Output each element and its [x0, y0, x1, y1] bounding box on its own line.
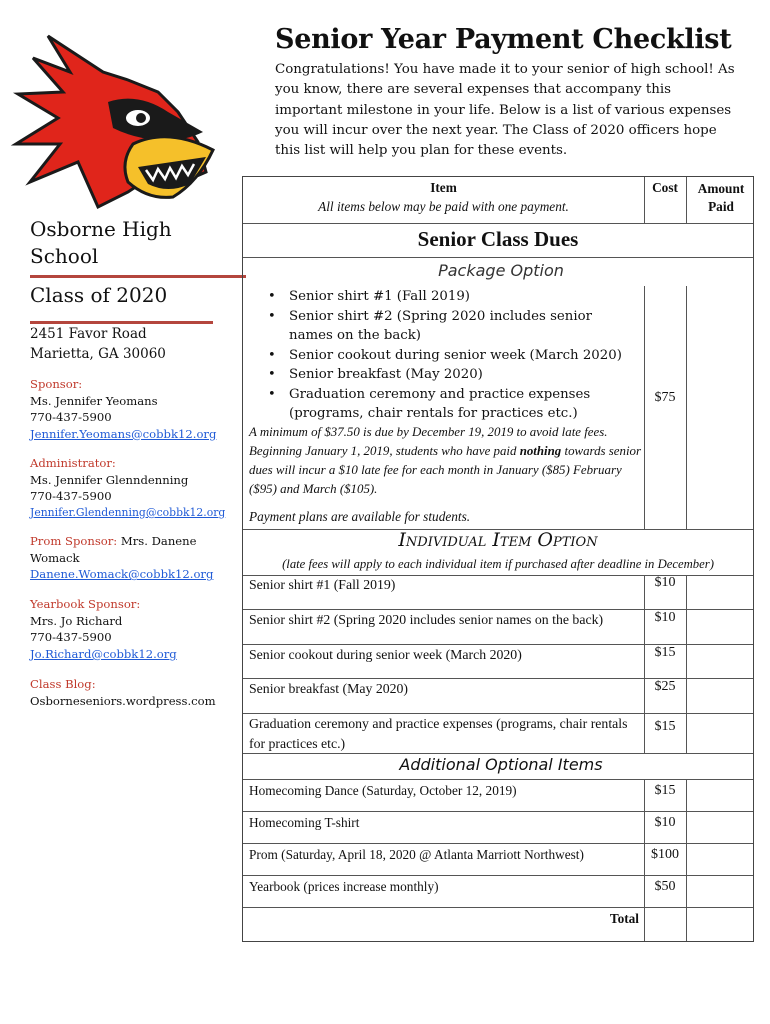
late-fee-note-part: towards senior dues will incur a $10 late fee for each month in January ($85) February ($95) and March ($105). — [249, 444, 642, 496]
contact-name: Ms. Jennifer Glenndenning — [30, 472, 189, 487]
individual-late-note: (late fees will apply to each individual item if purchased after deadline in December) — [282, 557, 714, 571]
contact-name: Ms. Jennifer Yeomans — [30, 393, 158, 408]
package-item: • Senior breakfast (May 2020) — [243, 365, 638, 385]
contact-class-blog — [30, 676, 220, 709]
individual-item-price: $10 — [654, 610, 676, 625]
contact-label: Sponsor: — [30, 377, 83, 391]
contact-label: Yearbook Sponsor: — [30, 597, 141, 611]
additional-item-name: Homecoming Dance (Saturday, October 12, 2019) — [249, 783, 517, 798]
col-divider — [686, 286, 687, 529]
package-item: • Senior shirt #2 (Spring 2020 includes senior names on the back) — [243, 307, 638, 346]
row-divider — [243, 811, 753, 812]
row-divider — [243, 779, 753, 780]
contact-phone: 770-437-5900 — [30, 630, 112, 645]
divider-red — [30, 321, 213, 324]
individual-item-price: $10 — [654, 575, 676, 590]
contact-phone: 770-437-5900 — [30, 410, 112, 425]
row-divider — [243, 843, 753, 844]
row-divider — [243, 257, 753, 258]
contact-email-link[interactable]: Danene.Womack@cobbk12.org — [30, 567, 214, 582]
individual-item-name: Senior shirt #1 (Fall 2019) — [249, 577, 396, 592]
col-divider — [644, 286, 645, 529]
payment-plans-note: Payment plans are available for students. — [249, 509, 471, 524]
contact-prom-sponsor — [30, 533, 214, 583]
contact-email-link[interactable]: Jennifer.Glendenning@cobbk12.org — [30, 505, 226, 519]
contact-email-link[interactable]: Jo.Richard@cobbk12.org — [30, 646, 177, 661]
contact-yearbook-sponsor — [30, 596, 220, 662]
contact-email-link[interactable]: Jennifer.Yeomans@cobbk12.org — [30, 426, 217, 441]
total-label: Total — [609, 911, 639, 926]
intro-paragraph: Congratulations! You have made it to your senior of high school! As you know, there are several expenses that accompany this important milestone in your life. Below is a list of various expenses you will incur over the next year. The Class of 2020 officers hope this list will help you plan for these events. — [275, 62, 735, 159]
senior-class-dues-title: Senior Class Dues — [417, 227, 579, 251]
header-cost: Cost — [652, 180, 678, 195]
contact-sponsor — [30, 376, 220, 442]
row-divider — [243, 223, 753, 224]
additional-item-name: Prom (Saturday, April 18, 2020 @ Atlanta Marriott Northwest) — [249, 847, 584, 862]
additional-item-price: $10 — [654, 815, 676, 830]
late-fee-note-emphasis: nothing — [519, 444, 562, 458]
contact-phone: 770-437-5900 — [30, 489, 112, 504]
additional-item-name: Yearbook (prices increase monthly) — [249, 879, 439, 894]
contact-administrator — [30, 455, 226, 521]
individual-item-price: $25 — [654, 679, 676, 694]
individual-item-price: $15 — [654, 645, 676, 660]
address-line: 2451 Favor Road — [30, 326, 147, 342]
row-divider — [243, 875, 753, 876]
page-title: Senior Year Payment Checklist — [275, 24, 732, 55]
package-price: $75 — [654, 390, 676, 405]
late-fee-note-part: A minimum of $37.50 is due by December 19, 2019 to avoid late fees. Beginning January 1, 2019, students who have paid — [249, 425, 608, 458]
col-divider — [686, 177, 687, 223]
package-option-label: Package Option — [438, 261, 564, 280]
contact-label: Class Blog: — [30, 677, 96, 691]
additional-item-price: $100 — [651, 847, 679, 862]
package-item: • Senior shirt #1 (Fall 2019) — [243, 287, 638, 307]
school-address — [30, 325, 166, 364]
additional-items-label: Additional Optional Items — [399, 755, 603, 774]
cardinal-logo — [8, 32, 223, 222]
package-item: • Senior cookout during senior week (March 2020) — [243, 346, 638, 366]
individual-item-name: Senior cookout during senior week (March 2020) — [249, 647, 522, 662]
school-name: Osborne High School — [30, 217, 172, 268]
divider-red — [30, 275, 246, 278]
contact-name: Mrs. Jo Richard — [30, 613, 123, 628]
individual-option-label: Individual Item Option — [398, 529, 598, 551]
header-item: Item — [430, 180, 457, 195]
individual-item-price: $15 — [654, 719, 676, 734]
address-line: Marietta, GA 30060 — [30, 345, 166, 362]
header-amount-paid: Amount Paid — [697, 181, 745, 214]
contact-label: Administrator: — [30, 456, 116, 470]
late-fee-note — [249, 423, 641, 499]
header-item-note: All items below may be paid with one payment. — [318, 199, 569, 214]
col-divider — [686, 575, 687, 753]
package-item: • Graduation ceremony and practice expenses (programs, chair rentals for practices etc.) — [243, 385, 638, 424]
individual-item-name: Senior breakfast (May 2020) — [249, 681, 409, 696]
contact-label: Prom Sponsor: — [30, 534, 118, 548]
additional-item-price: $15 — [654, 783, 676, 798]
individual-item-name: Senior shirt #2 (Spring 2020 includes senior names on the back) — [249, 612, 604, 627]
package-item-list — [243, 287, 638, 424]
class-year: Class of 2020 — [30, 283, 168, 307]
additional-item-price: $50 — [654, 879, 676, 894]
contact-name: Mrs. Danene Womack — [30, 534, 197, 565]
additional-item-name: Homecoming T-shirt — [249, 815, 360, 830]
row-divider — [243, 907, 753, 908]
payment-table — [242, 176, 754, 942]
col-divider — [686, 779, 687, 941]
blog-url[interactable]: Osborneseniors.wordpress.com — [30, 693, 216, 708]
individual-item-name: Graduation ceremony and practice expenses (programs, chair rentals for practices etc.) — [249, 716, 628, 751]
